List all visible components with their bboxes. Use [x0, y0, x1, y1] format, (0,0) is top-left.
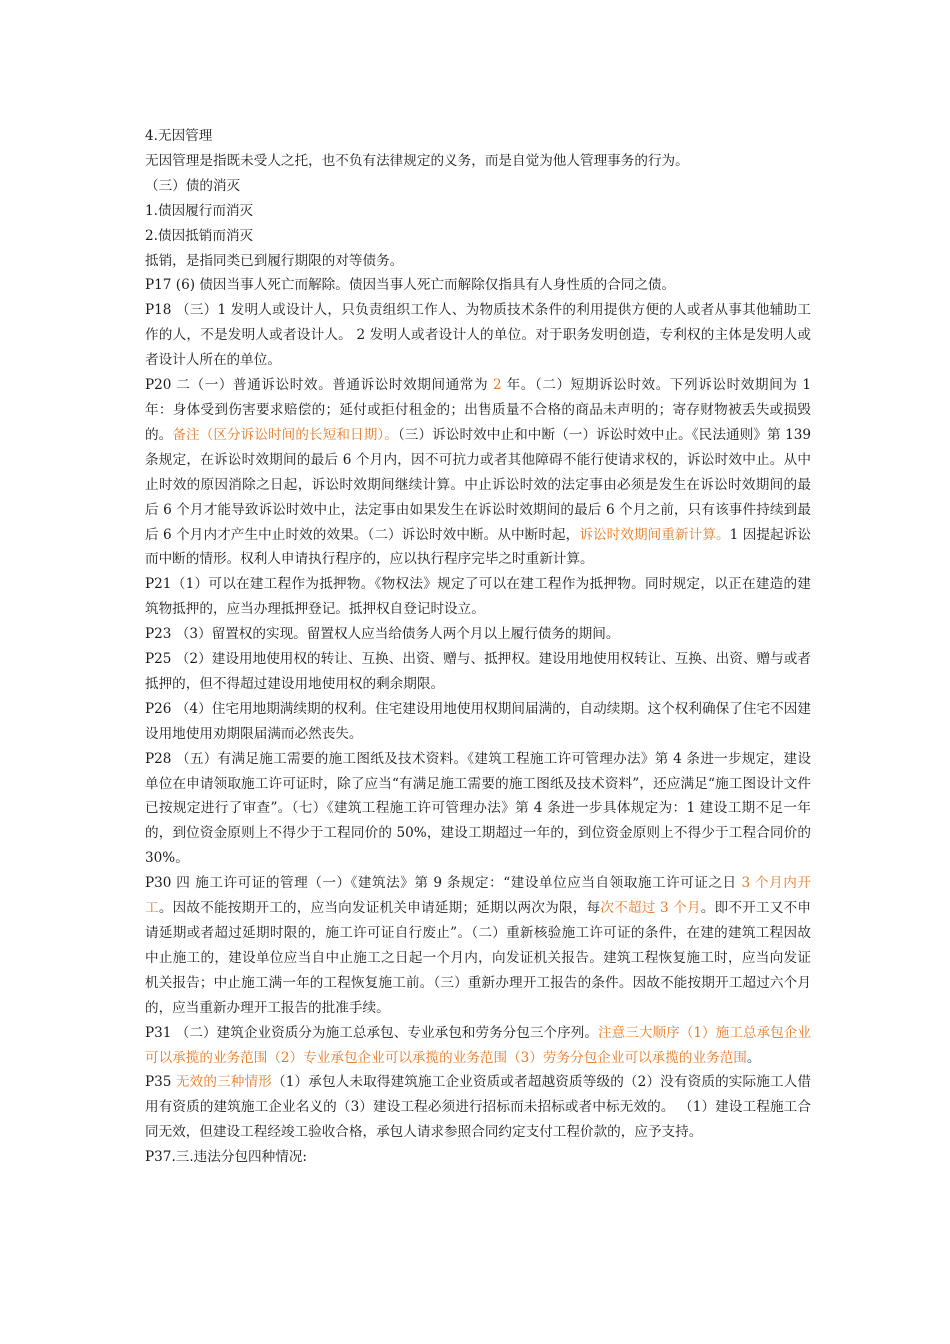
- highlight-text: 备注（区分诉讼时间的长短和日期）。: [172, 426, 398, 443]
- highlight-text: 注意三大顺序（1）施工总承包企业可以承揽的业务范围（2）专业承包企业可以承揽的业务范围（3）劳务分包企业可以承揽的业务范围: [145, 1024, 811, 1066]
- paragraph-p28: P28 （五）有满足施工需要的施工图纸及技术资料。《建筑工程施工许可管理办法》第 4 条进一步规定，建设单位在申请领取施工许可证时，除了应当“有满足施工需要的施工图纸及技术资料”，还应满足“施工图设计文件已按规定进行了审查”。（七）《建筑工程施工许可管理办法》第 4 条进一步具体规定为：1 建设工期不足一年的，到位资金原则上不得少于工程同价的 50%，建设工期超过一年的，到位资金原则上不得少于工程合同价的 30%。: [145, 750, 811, 867]
- paragraph-p21: P21（1）可以在建工程作为抵押物。《物权法》规定了可以在建工程作为抵押物。同时规定，以正在建造的建筑物抵押的，应当办理抵押登记。抵押权自登记时设立。: [145, 576, 811, 618]
- paragraph-p35: [145, 1070, 811, 1145]
- paragraph: 1.债因履行而消灭: [145, 202, 254, 219]
- text-run: P30 四 施工许可证的管理（一）《建筑法》第 9 条规定：“建设单位应当自领取施工许可证之日: [145, 875, 742, 892]
- highlight-text: 3 个月内开工: [145, 875, 811, 917]
- paragraph: 抵销，是指同类已到履行期限的对等债务。: [145, 252, 404, 269]
- paragraph-p25: P25 （2）建设用地使用权的转让、互换、出资、赠与、抵押权。建设用地使用权转让、互换、出资、赠与或者抵押的，但不得超过建设用地使用权的剩余期限。: [145, 651, 811, 692]
- paragraph-p37: P37.三.违法分包四种情况:: [145, 1149, 308, 1166]
- paragraph-p20: [145, 373, 811, 572]
- paragraph-p18: P18 （三）1 发明人或设计人，只负责组织工作人、为物质技术条件的利用提供方便的人或者从事其他辅助工作的人，不是发明人或者设计人。 2 发明人或者设计人的单位。对于职务发明创造，专利权的主体是发明人或者设计人所在的单位。: [145, 302, 811, 369]
- highlight-text: 次不超过 3 个月: [600, 900, 701, 917]
- paragraph-p26: P26 （4）住宅用地期满续期的权利。住宅建设用地使用权期间届满的，自动续期。这个权利确保了住宅不因建设用地使用劝期限届满而必然丧失。: [145, 700, 811, 742]
- highlight-text: 诉讼时效期间重新计算。: [579, 526, 730, 543]
- highlight-text: 无效的三种情形: [175, 1074, 272, 1091]
- text-run: 。因故不能按期开工的，应当向发证机关申请延期；延期以两次为限，每: [158, 900, 601, 917]
- text-run: P35: [145, 1074, 176, 1091]
- text-run: 1 因提起诉讼而中断的情形。权利人申请执行程序的，应以执行程序完毕之时重新计算。: [145, 526, 811, 568]
- paragraph-p31: [145, 1021, 811, 1071]
- text-run: P31 （二）建筑企业资质分为施工总承包、专业承包和劳务分包三个序列。: [145, 1024, 599, 1041]
- document-body: [145, 124, 811, 1170]
- highlight-text: 2: [493, 377, 502, 394]
- text-run: 年。（二）短期诉讼时效。下列诉讼时效期间为 1 年：身体受到伤害要求赔偿的；延付或拒付租金的；出售质量不合格的商品未声明的；寄存财物被丢失或损毁的。: [145, 377, 811, 443]
- paragraph-heading-debt-extinction: （三）债的消灭: [145, 177, 241, 194]
- text-run: （1）承包人未取得建筑施工企业资质或者超越资质等级的（2）没有资质的实际施工人借用有资质的建筑施工企业名义的（3）建设工程必须进行招标而未招标或者中标无效的。 （1）建设工程施工合同无效，但建设工程经竣工验收合格，承包人请求参照合同约定支付工程价款的，应予支持。: [145, 1074, 812, 1141]
- text-run: 。即不开工又不申请延期或者超过延期时限的，施工许可证自行废止”。（二）重新核验施工许可证的条件，在建的建筑工程因故中止施工的，建设单位应当自中止施工之日起一个月内，向发证机关报告。建筑工程恢复施工时，应当向发证机关报告；中止施工满一年的工程恢复施工前。（三）重新办理开工报告的条件。因故不能按期开工超过六个月的，应当重新办理开工报告的批准手续。: [145, 900, 812, 1016]
- text-run: P20 二（一）普通诉讼时效。普通诉讼时效期间通常为: [145, 377, 494, 394]
- text-run: （三）诉讼时效中止和中断（一）诉讼时效中止。《民法通则》第 139 条规定，在诉讼时效期间的最后 6 个月内，因不可抗力或者其他障碍不能行使请求权的，诉讼时效中止。从中止时效的原因消除之日起，诉讼时效期间继续计算。中止诉讼时效的法定事由必须是发生在诉讼时效期间的最后 6 个月才能导致诉讼时效中止，法定事由如果发生在诉讼时效期间的最后 6 个月之前，只有该事件持续到最后 6 个月内才产生中止时效的效果。（二）诉讼时效中断。从中断时起，: [145, 426, 812, 543]
- paragraph-p23: P23 （3）留置权的实现。留置权人应当给债务人两个月以上履行债务的期间。: [145, 626, 620, 643]
- paragraph-p30: [145, 871, 811, 1020]
- paragraph: 2.债因抵销而消灭: [145, 227, 254, 244]
- paragraph-p17: P17 (6) 债因当事人死亡而解除。债因当事人死亡而解除仅指具有人身性质的合同之债。: [145, 277, 676, 294]
- paragraph-heading-negotiorum-gestio: 4.无因管理: [145, 128, 213, 144]
- text-run: 。: [746, 1049, 761, 1066]
- paragraph: 无因管理是指既未受人之托，也不负有法律规定的义务，而是自觉为他人管理事务的行为。: [145, 152, 689, 169]
